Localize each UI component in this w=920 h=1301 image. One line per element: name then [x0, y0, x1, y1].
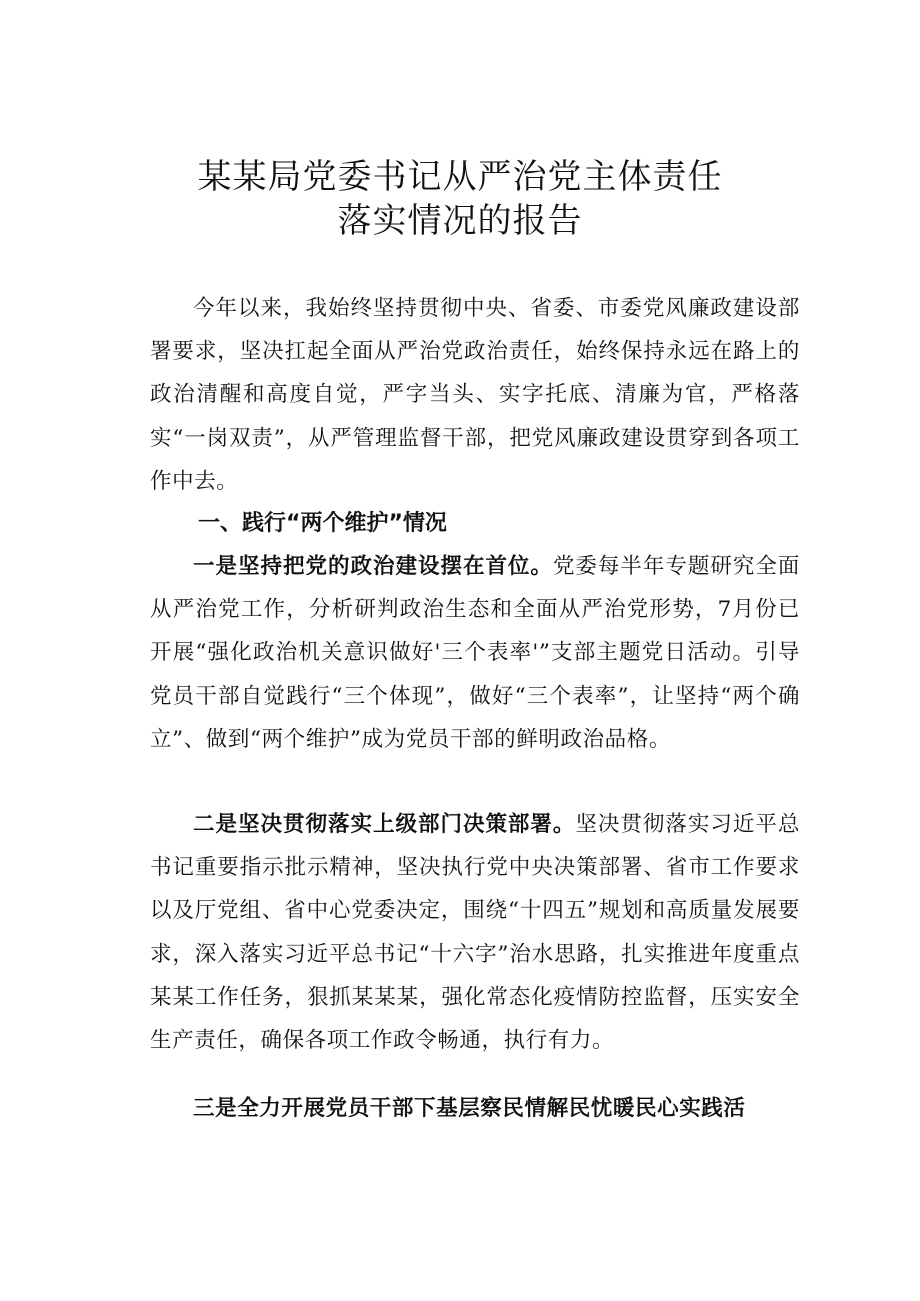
paragraph-1: [150, 545, 800, 761]
paragraph-3: [150, 1087, 800, 1130]
paragraph-2-lead: 二是坚决贯彻落实上级部门决策部署。: [193, 812, 576, 837]
paragraph-1-lead: 一是坚持把党的政治建设摆在首位。: [193, 554, 553, 579]
paragraph-3-lead: 三是全力开展党员干部下基层察民情解民忧暖民心实践活: [193, 1096, 746, 1121]
intro-paragraph: 今年以来，我始终坚持贯彻中央、省委、市委党风廉政建设部署要求，坚决扛起全面从严治党政治责任，始终保持永远在路上的政治清醒和高度自觉，严字当头、实字托底、清廉为官，严格落实“一岗双责”，从严管理监督干部，把党风廉政建设贯穿到各项工作中去。: [150, 296, 800, 494]
paragraph-2: [150, 803, 800, 1062]
paragraph-1-body: 党委每半年专题研究全面从严治党工作，分析研判政治生态和全面从严治党形势，7月份已开展“强化政治机关意识做好'三个表率'”支部主题党日活动。引导党员干部自觉践行“三个体现”，做好“三个表率”，让坚持“两个确立”、做到“两个维护”成为党员干部的鲜明政治品格。: [150, 554, 801, 752]
document-title-line-1: 某某局党委书记从严治党主体责任: [197, 157, 723, 197]
section-heading: 一、践行“两个维护”情况: [198, 511, 447, 536]
paragraph-2-body: 坚决贯彻落实习近平总书记重要指示批示精神，坚决执行党中央决策部署、省市工作要求以及厅党组、省中心党委决定，围绕“十四五”规划和高质量发展要求，深入落实习近平总书记“十六字”治水思路，扎实推进年度重点某某工作任务，狠抓某某某，强化常态化疫情防控监督，压实安全生产责任，确保各项工作政令畅通，执行有力。: [150, 812, 800, 1054]
document-title-line-2: 落实情况的报告: [337, 201, 583, 241]
